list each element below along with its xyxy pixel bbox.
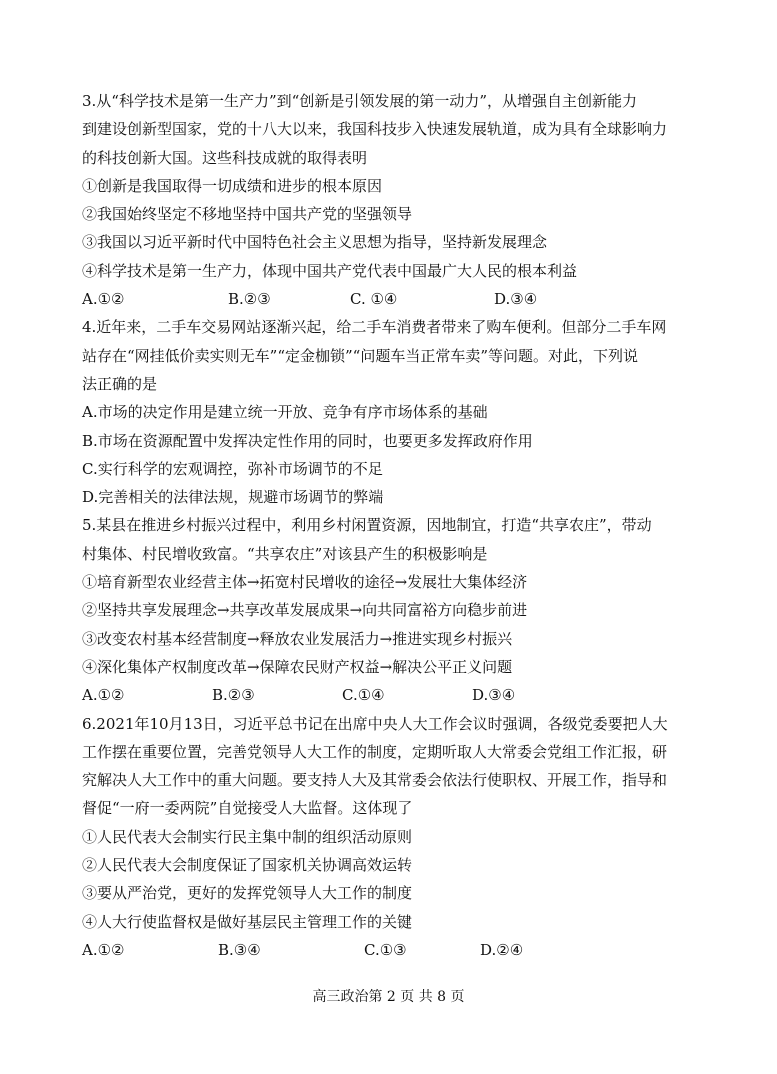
answer-options: [82, 936, 694, 964]
question-stem-line: 5.某县在推进乡村振兴过程中，利用乡村闲置资源，因地制宜，打造“共享农庄”，带动: [82, 516, 652, 535]
option-c: C. ①④: [350, 290, 398, 309]
answer-options: [82, 681, 694, 709]
statement-2: ②人民代表大会制度保证了国家机关协调高效运转: [82, 856, 413, 875]
question-list: [82, 87, 694, 964]
option-a: A.①②: [82, 686, 125, 705]
statement-3: ③改变农村基本经营制度→释放农业发展活力→推进实现乡村振兴: [82, 629, 513, 648]
statement-1: ①人民代表大会制实行民主集中制的组织活动原则: [82, 827, 413, 846]
question-6: [82, 710, 694, 965]
option-b: B.市场在资源配置中发挥决定性作用的同时，也要更多发挥政府作用: [82, 431, 533, 450]
option-d: D.③④: [472, 686, 516, 705]
question-4: [82, 313, 694, 511]
question-stem-line: 到建设创新型国家，党的十八大以来，我国科技步入快速发展轨道，成为具有全球影响力: [82, 120, 668, 139]
statement-1: ①培育新型农业经营主体→拓宽村民增收的途径→发展壮大集体经济: [82, 573, 528, 592]
question-stem-line: 督促“一府一委两院”自觉接受人大监督。这体现了: [82, 799, 413, 818]
question-stem-line: 村集体、村民增收致富。“共享农庄”对该县产生的积极影响是: [82, 544, 488, 563]
statement-2: ②坚持共享发展理念→共享改革发展成果→向共同富裕方向稳步前进: [82, 601, 528, 620]
statement-3: ③我国以习近平新时代中国特色社会主义思想为指导，坚持新发展理念: [82, 233, 548, 252]
question-stem-line: 4.近年来，二手车交易网站逐渐兴起，给二手车消费者带来了购车便利。但部分二手车网: [82, 318, 667, 337]
question-5: [82, 511, 694, 709]
statement-4: ④深化集体产权制度改革→保障农民财产权益→解决公平正义问题: [82, 657, 513, 676]
option-d: D.②④: [480, 940, 524, 959]
page-footer: 高三政治第 2 页 共 8 页: [312, 989, 465, 1005]
option-a: A.①②: [82, 290, 125, 309]
statement-4: ④人大行使监督权是做好基层民主管理工作的关键: [82, 912, 413, 931]
question-stem-line: 的科技创新大国。这些科技成就的取得表明: [82, 148, 368, 167]
option-c: C.实行科学的宏观调控，弥补市场调节的不足: [82, 459, 383, 478]
question-stem-line: 站存在“网挂低价卖实则无车”“定金枷锁”“问题车当正常车卖”等问题。对此，下列说: [82, 346, 639, 365]
statement-3: ③要从严治党，更好的发挥党领导人大工作的制度: [82, 884, 413, 903]
question-3: [82, 87, 694, 313]
option-a: A.①②: [82, 940, 125, 959]
question-stem-line: 工作摆在重要位置，完善党领导人大工作的制度，定期听取人大常委会党组工作汇报，研: [82, 742, 668, 761]
question-stem-line: 6.2021年10月13日，习近平总书记在出席中央人大工作会议时强调，各级党委要把人大: [82, 714, 668, 733]
statement-1: ①创新是我国取得一切成绩和进步的根本原因: [82, 176, 383, 195]
option-b: B.②③: [228, 290, 271, 309]
question-stem-line: 法正确的是: [82, 374, 158, 393]
option-b: B.②③: [212, 686, 255, 705]
option-d: D.完善相关的法律法规，规避市场调节的弊端: [82, 488, 384, 507]
statement-2: ②我国始终坚定不移地坚持中国共产党的坚强领导: [82, 205, 413, 224]
option-a: A.市场的决定作用是建立统一开放、竞争有序市场体系的基础: [82, 403, 488, 422]
option-d: D.③④: [494, 290, 538, 309]
option-c: C.①④: [342, 686, 385, 705]
option-c: C.①③: [364, 940, 407, 959]
answer-options: [82, 285, 694, 313]
statement-4: ④科学技术是第一生产力，体现中国共产党代表中国最广大人民的根本利益: [82, 261, 578, 280]
option-b: B.③④: [218, 940, 261, 959]
question-stem-line: 究解决人大工作中的重大问题。要支持人大及其常委会依法行使职权、开展工作，指导和: [82, 771, 668, 790]
question-stem-line: 3.从“科学技术是第一生产力”到“创新是引领发展的第一动力”，从增强自主创新能力: [82, 92, 637, 110]
